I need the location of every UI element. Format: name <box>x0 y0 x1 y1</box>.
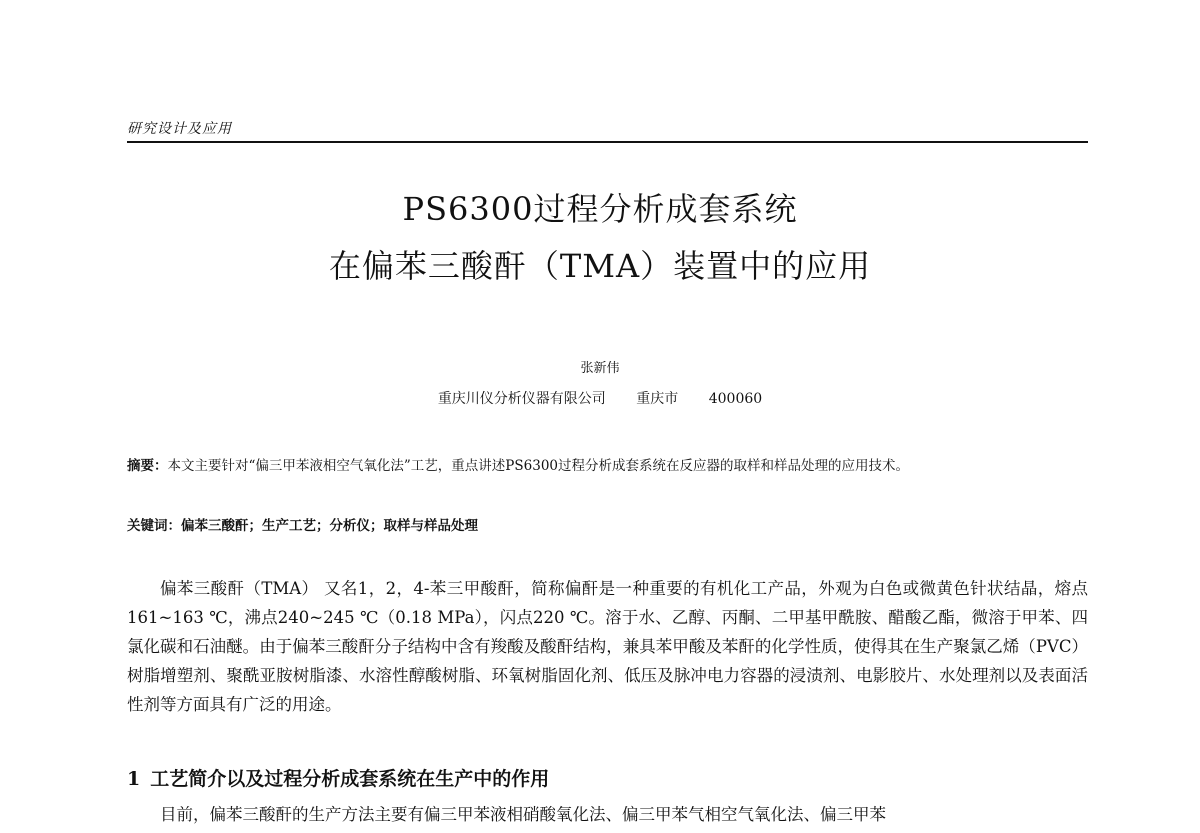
affiliation-city: 重庆市 <box>636 391 679 407</box>
section-title: 工艺简介以及过程分析成套系统在生产中的作用 <box>150 768 550 790</box>
author-name: 张新伟 <box>580 361 620 376</box>
body-paragraph-2: 目前，偏苯三酸酐的生产方法主要有偏三甲苯液相硝酸氧化法、偏三甲苯气相空气氧化法、偏三甲苯 <box>160 805 886 824</box>
keywords <box>127 515 1088 537</box>
abstract-text: 本文主要针对“偏三甲苯液相空气氧化法”工艺，重点讲述PS6300过程分析成套系统在反应器的取样和样品处理的应用技术。 <box>167 458 909 474</box>
affiliation <box>0 388 1200 408</box>
section-number: 1 <box>127 768 141 790</box>
paper-title-line1: PS6300过程分析成套系统 <box>402 190 798 228</box>
abstract-label: 摘要： <box>127 458 168 474</box>
paper-title-line2: 在偏苯三酸酐（TMA）装置中的应用 <box>328 247 872 285</box>
keywords-text: 偏苯三酸酐；生产工艺；分析仪；取样与样品处理 <box>181 518 478 534</box>
affiliation-postcode: 400060 <box>708 391 763 407</box>
keywords-label: 关键词： <box>127 518 181 534</box>
affiliation-org: 重庆川仪分析仪器有限公司 <box>437 391 606 407</box>
abstract <box>127 452 1088 481</box>
running-header: 研究设计及应用 <box>127 121 232 137</box>
body-paragraph-1: 偏苯三酸酐（TMA） 又名1，2，4-苯三甲酸酐，简称偏酐是一种重要的有机化工产品，外观为白色或微黄色针状结晶，熔点161~163 ℃，沸点240~245 ℃（0.18 MPa），闪点220 ℃。溶于水、乙醇、丙酮、二甲基甲酰胺、醋酸乙酯，微溶于甲苯、四氯化碳和石油醚。由于偏苯三酸酐分子结构中含有羧酸及酸酐结构，兼具苯甲酸及苯酐的化学性质，使得其在生产聚氯乙烯（PVC）树脂增塑剂、聚酰亚胺树脂漆、水溶性醇酸树脂、环氧树脂固化剂、低压及脉冲电力容器的浸渍剂、电影胶片、水处理剂以及表面活性剂等方面具有广泛的用途。 <box>127 579 1088 714</box>
section-heading-1 <box>127 764 549 791</box>
header-rule <box>127 141 1088 143</box>
